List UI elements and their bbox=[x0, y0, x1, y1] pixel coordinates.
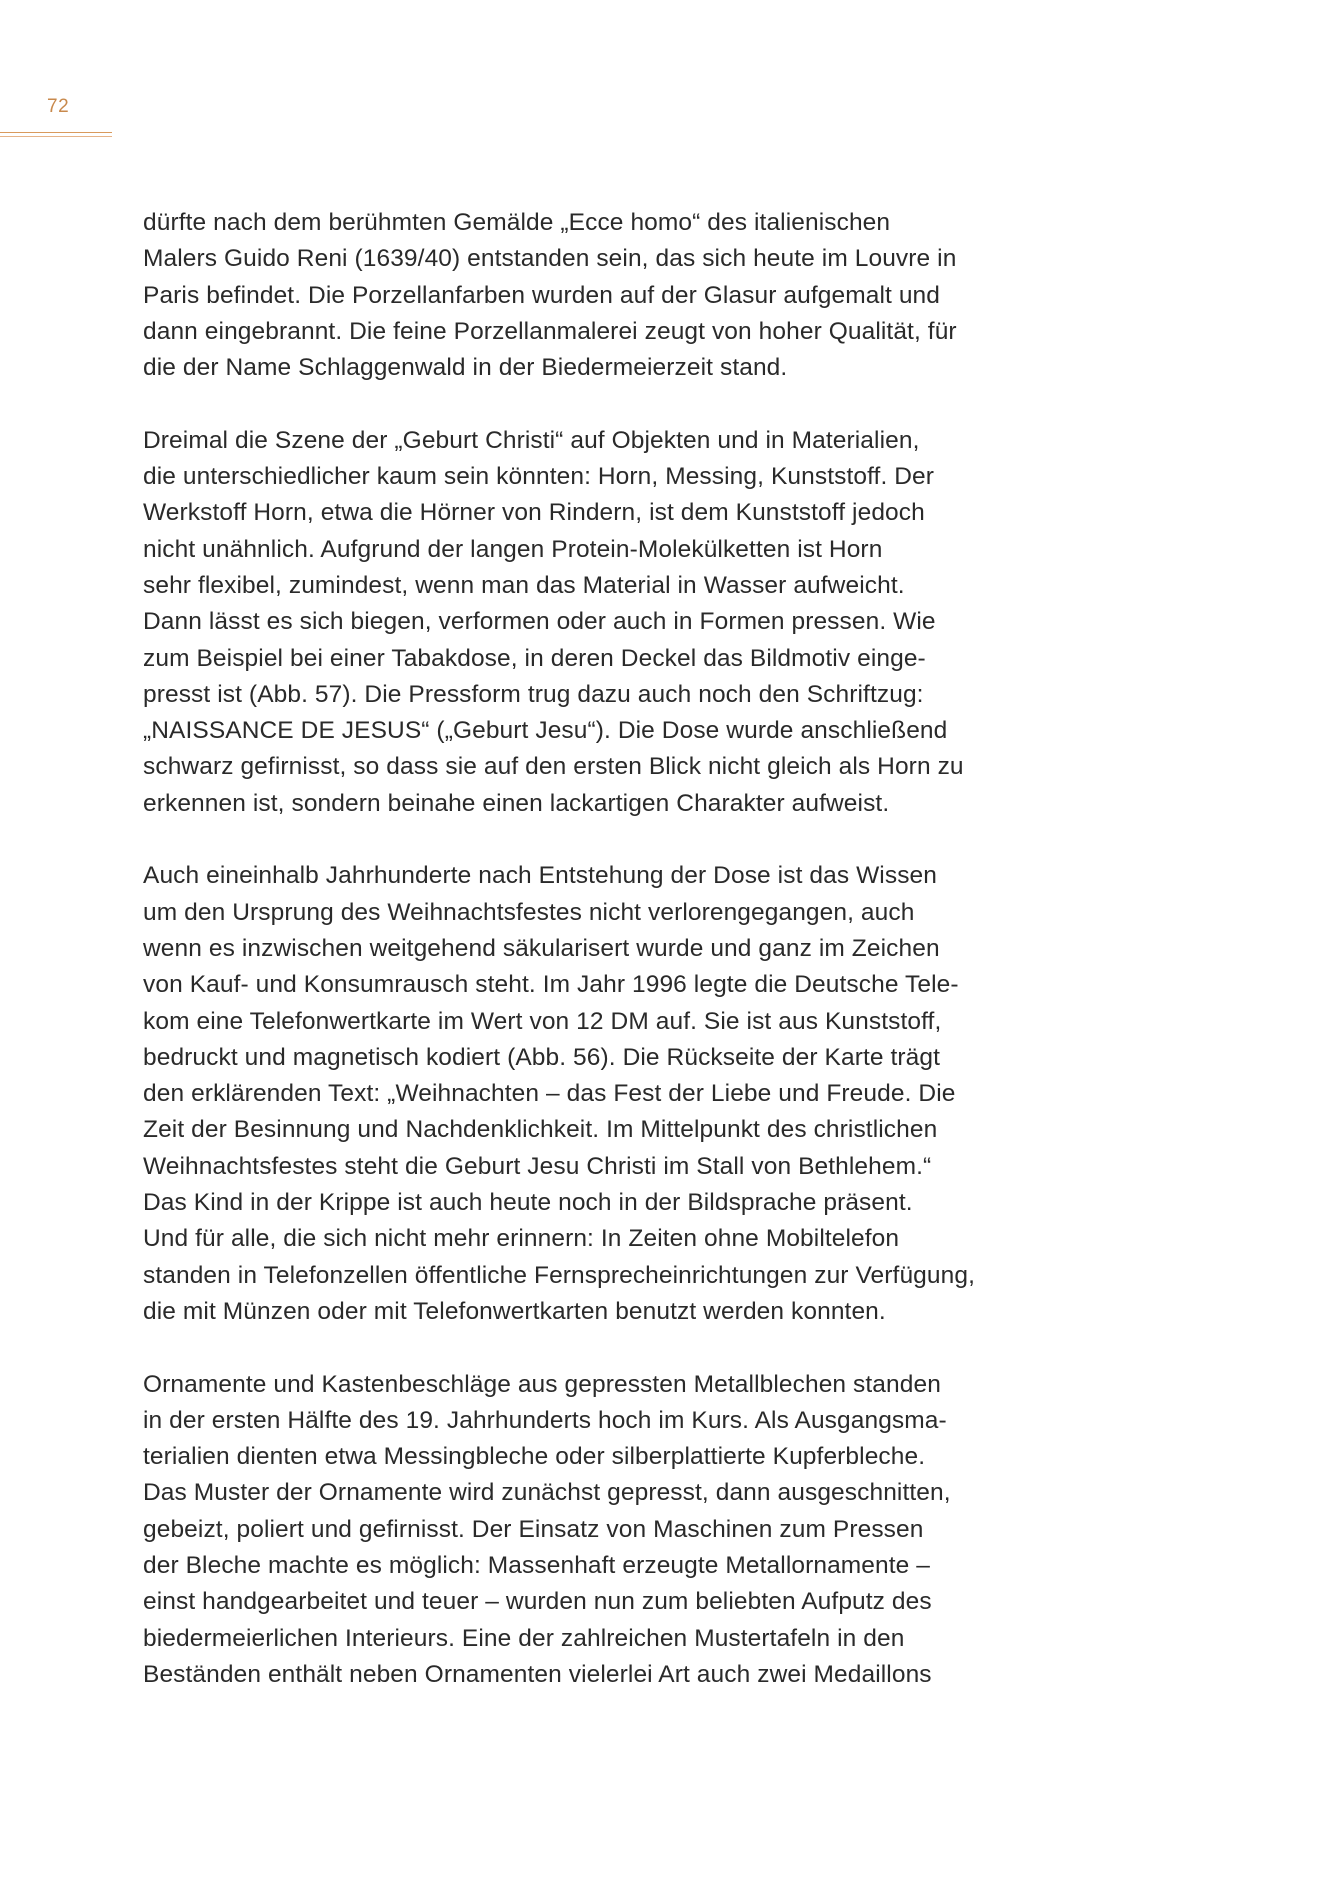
text-line: zum Beispiel bei einer Tabakdose, in deren Deckel das Bildmotiv einge- bbox=[143, 644, 926, 672]
text-line: den erklärenden Text: „Weihnachten – das Fest der Liebe und Freude. Die bbox=[143, 1080, 956, 1108]
paragraph bbox=[143, 423, 1043, 822]
text-line: Beständen enthält neben Ornamenten vielerlei Art auch zwei Medaillons bbox=[143, 1660, 932, 1688]
paragraph bbox=[143, 205, 1043, 386]
text-line: Ornamente und Kastenbeschläge aus gepressten Metallblechen standen bbox=[143, 1370, 941, 1398]
text-line: in der ersten Hälfte des 19. Jahrhunderts hoch im Kurs. Als Ausgangsma- bbox=[143, 1406, 947, 1434]
text-line: erkennen ist, sondern beinahe einen lackartigen Charakter aufweist. bbox=[143, 789, 890, 817]
text-line: Dann lässt es sich biegen, verformen oder auch in Formen pressen. Wie bbox=[143, 608, 936, 636]
text-line: sehr flexibel, zumindest, wenn man das Material in Wasser aufweicht. bbox=[143, 571, 905, 599]
text-line: schwarz gefirnisst, so dass sie auf den ersten Blick nicht gleich als Horn zu bbox=[143, 753, 964, 781]
text-line: kom eine Telefonwertkarte im Wert von 12 DM auf. Sie ist aus Kunststoff, bbox=[143, 1007, 942, 1035]
text-line: Werkstoff Horn, etwa die Hörner von Rindern, ist dem Kunststoff jedoch bbox=[143, 499, 925, 527]
text-line: terialien dienten etwa Messingbleche oder silberplattierte Kupferbleche. bbox=[143, 1443, 926, 1471]
text-line: einst handgearbeitet und teuer – wurden nun zum beliebten Aufputz des bbox=[143, 1588, 932, 1616]
page-number-rule bbox=[0, 132, 112, 133]
text-line: bedruckt und magnetisch kodiert (Abb. 56). Die Rückseite der Karte trägt bbox=[143, 1043, 941, 1071]
text-line: Auch eineinhalb Jahrhunderte nach Entstehung der Dose ist das Wissen bbox=[143, 862, 938, 890]
text-line: standen in Telefonzellen öffentliche Fernsprecheinrichtungen zur Verfügung, bbox=[143, 1261, 975, 1289]
text-line: biedermeierlichen Interieurs. Eine der zahlreichen Mustertafeln in den bbox=[143, 1624, 905, 1652]
text-line: die mit Münzen oder mit Telefonwertkarten benutzt werden konnten. bbox=[143, 1297, 886, 1325]
page-number: 72 bbox=[47, 96, 70, 117]
page-number-rule-secondary bbox=[0, 136, 112, 137]
paragraph bbox=[143, 858, 1043, 1330]
text-line: Das Muster der Ornamente wird zunächst gepresst, dann ausgeschnitten, bbox=[143, 1479, 951, 1507]
text-line: die unterschiedlicher kaum sein könnten: Horn, Messing, Kunststoff. Der bbox=[143, 463, 935, 491]
body-text bbox=[143, 205, 1043, 1729]
text-line: der Bleche machte es möglich: Massenhaft erzeugte Metallornamente – bbox=[143, 1551, 931, 1579]
text-line: Und für alle, die sich nicht mehr erinnern: In Zeiten ohne Mobiltelefon bbox=[143, 1225, 900, 1253]
text-line: „NAISSANCE DE JESUS“ („Geburt Jesu“). Die Dose wurde anschließend bbox=[143, 717, 948, 745]
text-line: dann eingebrannt. Die feine Porzellanmalerei zeugt von hoher Qualität, für bbox=[143, 317, 957, 345]
text-line: Zeit der Besinnung und Nachdenklichkeit. Im Mittelpunkt des christlichen bbox=[143, 1116, 938, 1144]
text-line: gebeizt, poliert und gefirnisst. Der Einsatz von Maschinen zum Pressen bbox=[143, 1515, 924, 1543]
text-line: Weihnachtsfestes steht die Geburt Jesu Christi im Stall von Bethlehem.“ bbox=[143, 1152, 932, 1180]
text-line: Malers Guido Reni (1639/40) entstanden sein, das sich heute im Louvre in bbox=[143, 245, 957, 273]
text-line: wenn es inzwischen weitgehend säkularisert wurde und ganz im Zeichen bbox=[143, 934, 940, 962]
text-line: Dreimal die Szene der „Geburt Christi“ auf Objekten und in Materialien, bbox=[143, 426, 920, 454]
text-line: presst ist (Abb. 57). Die Pressform trug dazu auch noch den Schriftzug: bbox=[143, 680, 924, 708]
paragraph bbox=[143, 1367, 1043, 1694]
text-line: von Kauf- und Konsumrausch steht. Im Jahr 1996 legte die Deutsche Tele- bbox=[143, 971, 959, 999]
text-line: Das Kind in der Krippe ist auch heute noch in der Bildsprache präsent. bbox=[143, 1189, 913, 1217]
text-line: um den Ursprung des Weihnachtsfestes nicht verlorengegangen, auch bbox=[143, 898, 915, 926]
text-line: die der Name Schlaggenwald in der Biedermeierzeit stand. bbox=[143, 354, 788, 382]
text-line: nicht unähnlich. Aufgrund der langen Protein-Molekülketten ist Horn bbox=[143, 535, 883, 563]
text-line: Paris befindet. Die Porzellanfarben wurden auf der Glasur aufgemalt und bbox=[143, 281, 940, 309]
text-line: dürfte nach dem berühmten Gemälde „Ecce homo“ des italienischen bbox=[143, 209, 891, 236]
